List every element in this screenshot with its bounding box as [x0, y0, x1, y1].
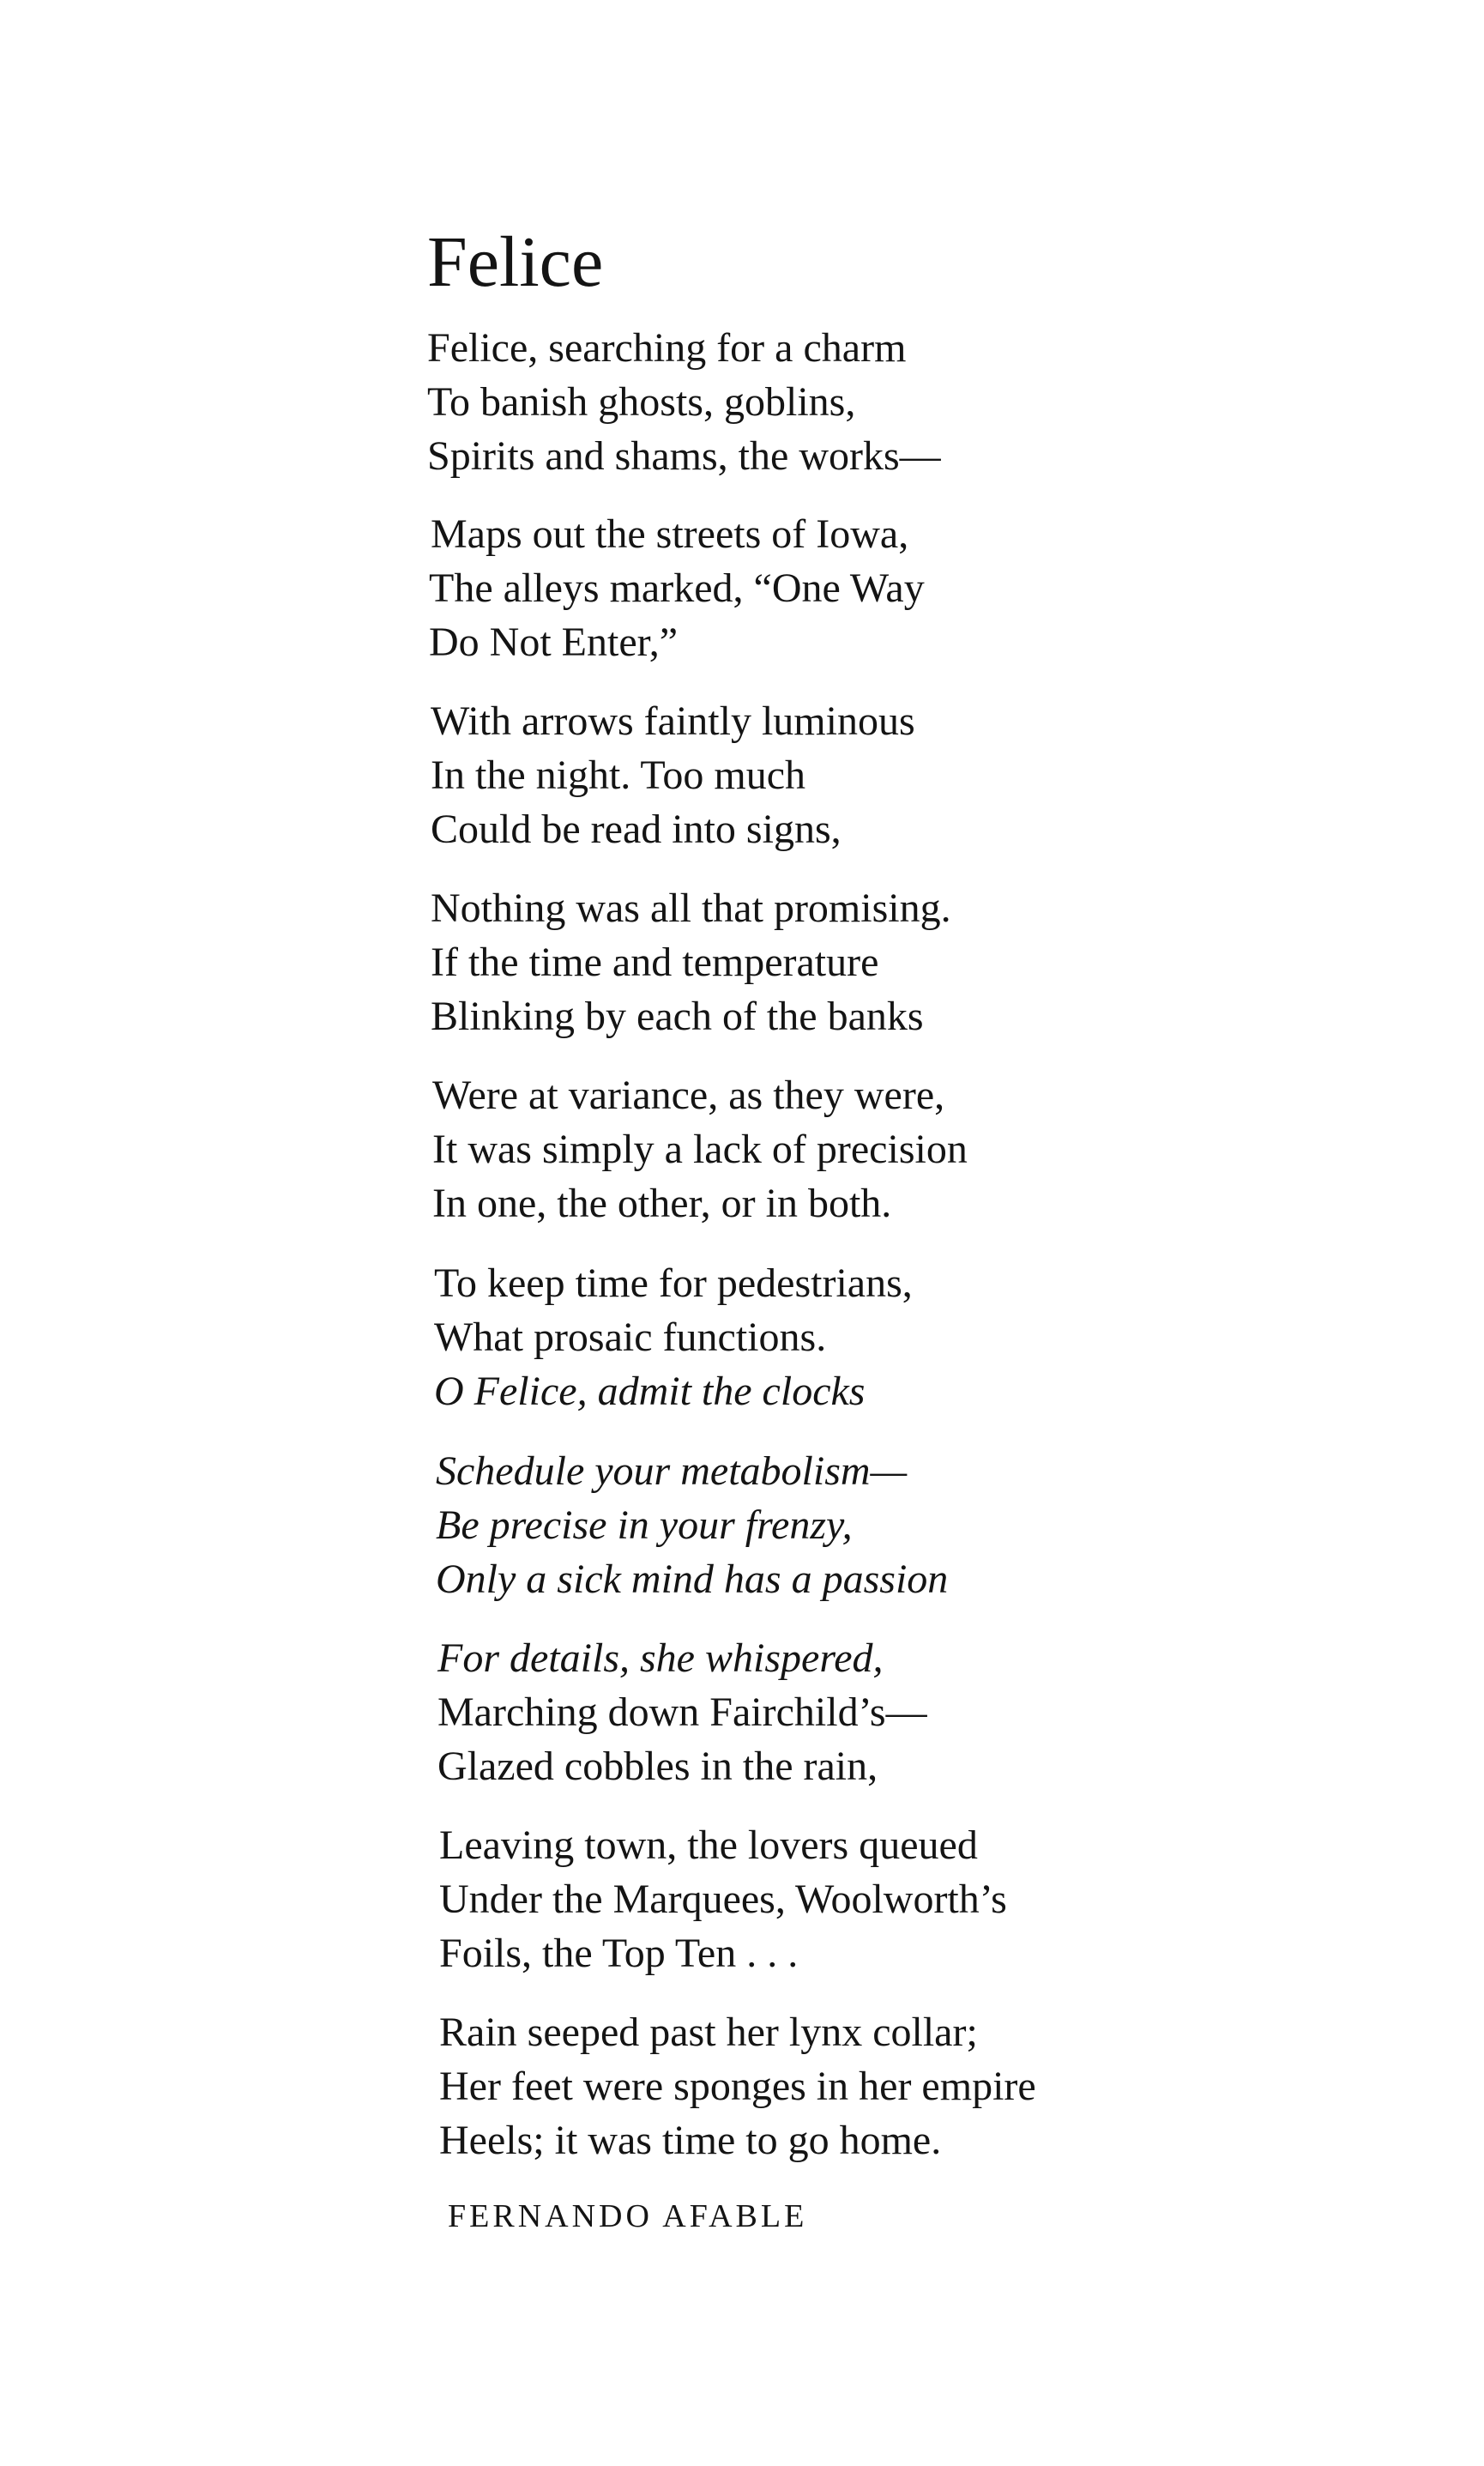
poem-line: Nothing was all that promising. — [431, 885, 951, 931]
poem-line: The alleys marked, “One Way — [429, 565, 925, 611]
poem-line: If the time and temperature — [431, 940, 879, 985]
poem-line: Spirits and shams, the works— — [427, 433, 941, 479]
poem-author: FERNANDO AFABLE — [448, 2198, 808, 2234]
poem-line: Schedule your metabolism— — [436, 1448, 908, 1494]
poem-line: Rain seeped past her lynx collar; — [439, 2010, 978, 2055]
poem-line: Were at variance, as they were, — [432, 1073, 945, 1118]
poem-line: Only a sick mind has a passion — [436, 1556, 949, 1602]
poem-title: Felice — [427, 222, 604, 302]
poem-line: Be precise in your frenzy, — [436, 1502, 853, 1548]
poem-line: For details, she whispered, — [437, 1635, 884, 1681]
poem-line: It was simply a lack of precision — [432, 1127, 968, 1172]
poem-line: O Felice, admit the clocks — [434, 1369, 866, 1414]
poem-line: Foils, the Top Ten . . . — [439, 1931, 799, 1976]
poem-line: Under the Marquees, Woolworth’s — [439, 1877, 1007, 1922]
poem-line: Marching down Fairchild’s— — [437, 1689, 927, 1735]
poem-line: In the night. Too much — [431, 752, 806, 798]
poem-line: To keep time for pedestrians, — [434, 1260, 913, 1306]
poem-line: Maps out the streets of Iowa, — [431, 511, 909, 557]
poem-line: Her feet were sponges in her empire — [439, 2064, 1036, 2109]
poem-line: Leaving town, the lovers queued — [439, 1822, 978, 1868]
poem-line: What prosaic functions. — [434, 1315, 827, 1360]
poem-line: To banish ghosts, goblins, — [427, 379, 856, 425]
poem-line: Felice, searching for a charm — [427, 325, 907, 371]
poem-line: With arrows faintly luminous — [431, 698, 915, 744]
poem-line: Heels; it was time to go home. — [439, 2118, 942, 2163]
poem-line: Could be read into signs, — [431, 807, 842, 852]
poem-line: Glazed cobbles in the rain, — [437, 1744, 878, 1789]
poem-line: Blinking by each of the banks — [431, 994, 924, 1039]
poem-line: Do Not Enter,” — [429, 620, 678, 665]
poem-line: In one, the other, or in both. — [432, 1181, 892, 1226]
